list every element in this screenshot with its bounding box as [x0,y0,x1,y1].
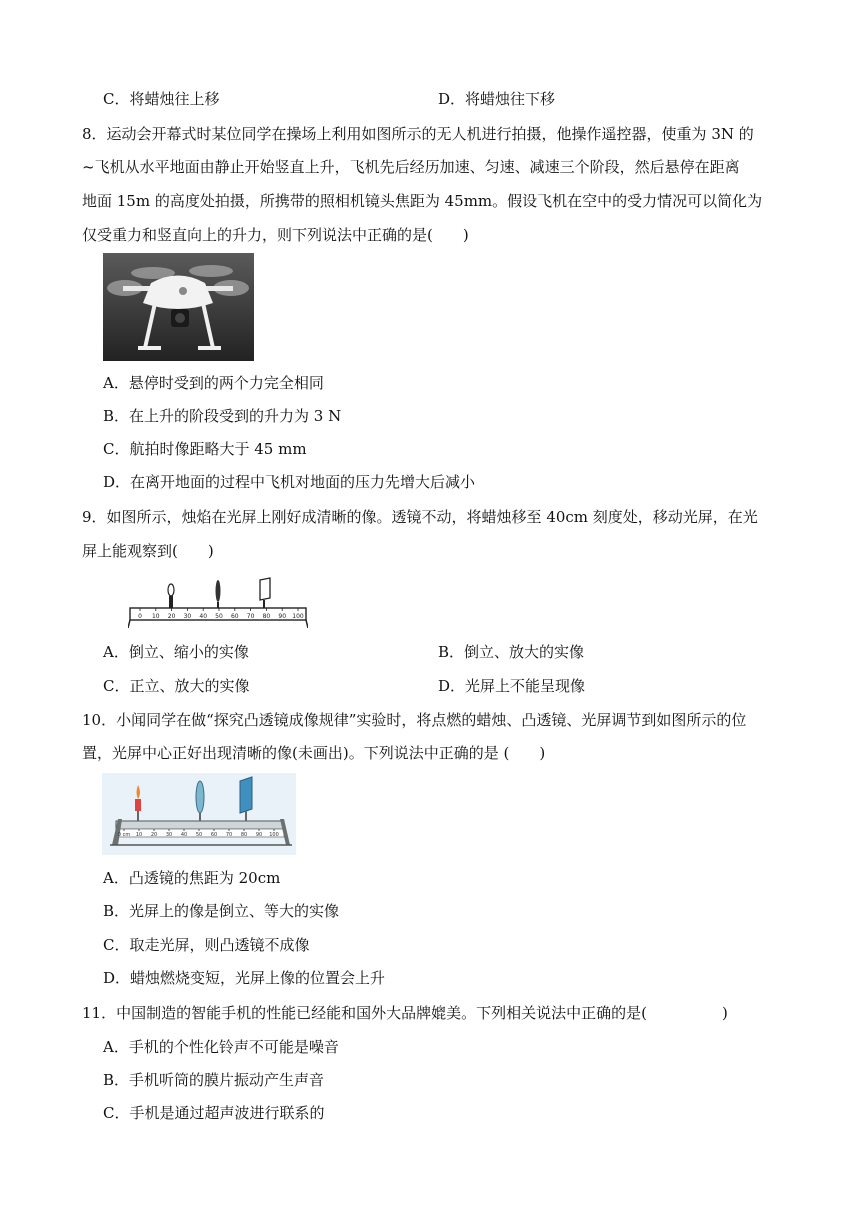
ruler-tick-label: 60 [210,832,218,838]
q8-option-c: C．航拍时像距略大于 45 mm [103,440,307,458]
ruler-tick-label: 70 [225,832,233,838]
ruler-tick-label: 30 [165,832,173,838]
ruler-tick-label: 50 [195,832,203,838]
q11-option-c: C．手机是通过超声波进行联系的 [103,1104,325,1122]
q10-option-c: C．取走光屏，则凸透镜不成像 [103,936,310,954]
q8-option-a: A．悬停时受到的两个力完全相同 [103,374,324,392]
ruler-tick-label: 40 [180,832,188,838]
drone-photo [103,253,254,361]
q11-stem-line-1: 11．中国制造的智能手机的性能已经能和国外大品牌媲美。下列相关说法中正确的是( ) [82,1004,728,1022]
q7-option-d: D．将蜡烛往下移 [438,90,556,108]
q9-option-c: C．正立、放大的实像 [103,677,250,695]
q10-option-b: B．光屏上的像是倒立、等大的实像 [103,902,340,920]
q10-stem-line-1: 10．小闻同学在做“探究凸透镜成像规律”实验时，将点燃的蜡烛、凸透镜、光屏调节到如图所示的位 [82,711,747,729]
ruler-tick-label: 90 [278,613,287,620]
q10-option-a: A．凸透镜的焦距为 20cm [103,869,281,887]
q10-stem-line-2: 置，光屏中心正好出现清晰的像(未画出)。下列说法中正确的是 ( ) [82,744,546,762]
ruler-tick-label: 70 [246,613,255,620]
q8-stem-line-2: ~飞机从水平地面由静止开始竖直上升，飞机先后经历加速、匀速、减速三个阶段，然后悬停在距离 [82,158,740,176]
ruler-tick-label: 100 [292,613,304,620]
q10-option-d: D．蜡烛燃烧变短，光屏上像的位置会上升 [103,969,386,987]
q9-stem-line-2: 屏上能观察到( ) [82,542,214,560]
q11-option-a: A．手机的个性化铃声不可能是噪音 [103,1038,339,1056]
q10-optical-bench-figure [102,773,296,855]
ruler-tick-label: 30 [183,613,192,620]
ruler-tick-label: 100 [269,832,279,838]
ruler-tick-label: 50 [215,613,223,620]
q8-option-b: B．在上升的阶段受到的升力为 3 N [103,407,342,425]
ruler-tick-label: 10 [135,832,143,838]
ruler-tick-label: 40 [199,613,208,620]
ruler-tick-label: 60 [230,613,239,620]
q9-stem-line-1: 9．如图所示，烛焰在光屏上刚好成清晰的像。透镜不动，将蜡烛移至 40cm 刻度处，移动光屏，在光 [82,508,758,526]
ruler-tick-label: 80 [240,832,248,838]
ruler-tick-label: 80 [262,613,271,620]
ruler-tick-label: 90 [255,832,263,838]
ruler-tick-label: 20 [167,613,176,620]
q9-option-d: D．光屏上不能呈现像 [438,677,586,695]
q8-stem-line-4: 仅受重力和竖直向上的升力，则下列说法中正确的是( ) [82,226,469,244]
ruler-tick-label: 10 [151,613,160,620]
q11-option-b: B．手机听筒的膜片振动产生声音 [103,1071,325,1089]
q7-option-c: C．将蜡烛往上移 [103,90,220,108]
q9-option-b: B．倒立、放大的实像 [438,643,585,661]
q8-stem-line-1: 8．运动会开幕式时某位同学在操场上利用如图所示的无人机进行拍摄，他操作遥控器，使重为 3N 的 [82,125,754,143]
ruler-tick-label: 20 [150,832,158,838]
q8-option-d: D．在离开地面的过程中飞机对地面的压力先增大后减小 [103,473,476,491]
q9-option-a: A．倒立、缩小的实像 [103,643,249,661]
ruler-tick-label: 0 cm [117,832,131,838]
q9-optical-bench-figure [128,576,308,630]
ruler-tick-label: 0 [138,613,142,620]
q8-stem-line-3: 地面 15m 的高度处拍摄，所携带的照相机镜头焦距为 45mm。假设飞机在空中的受力情况可以简化为 [82,192,763,210]
